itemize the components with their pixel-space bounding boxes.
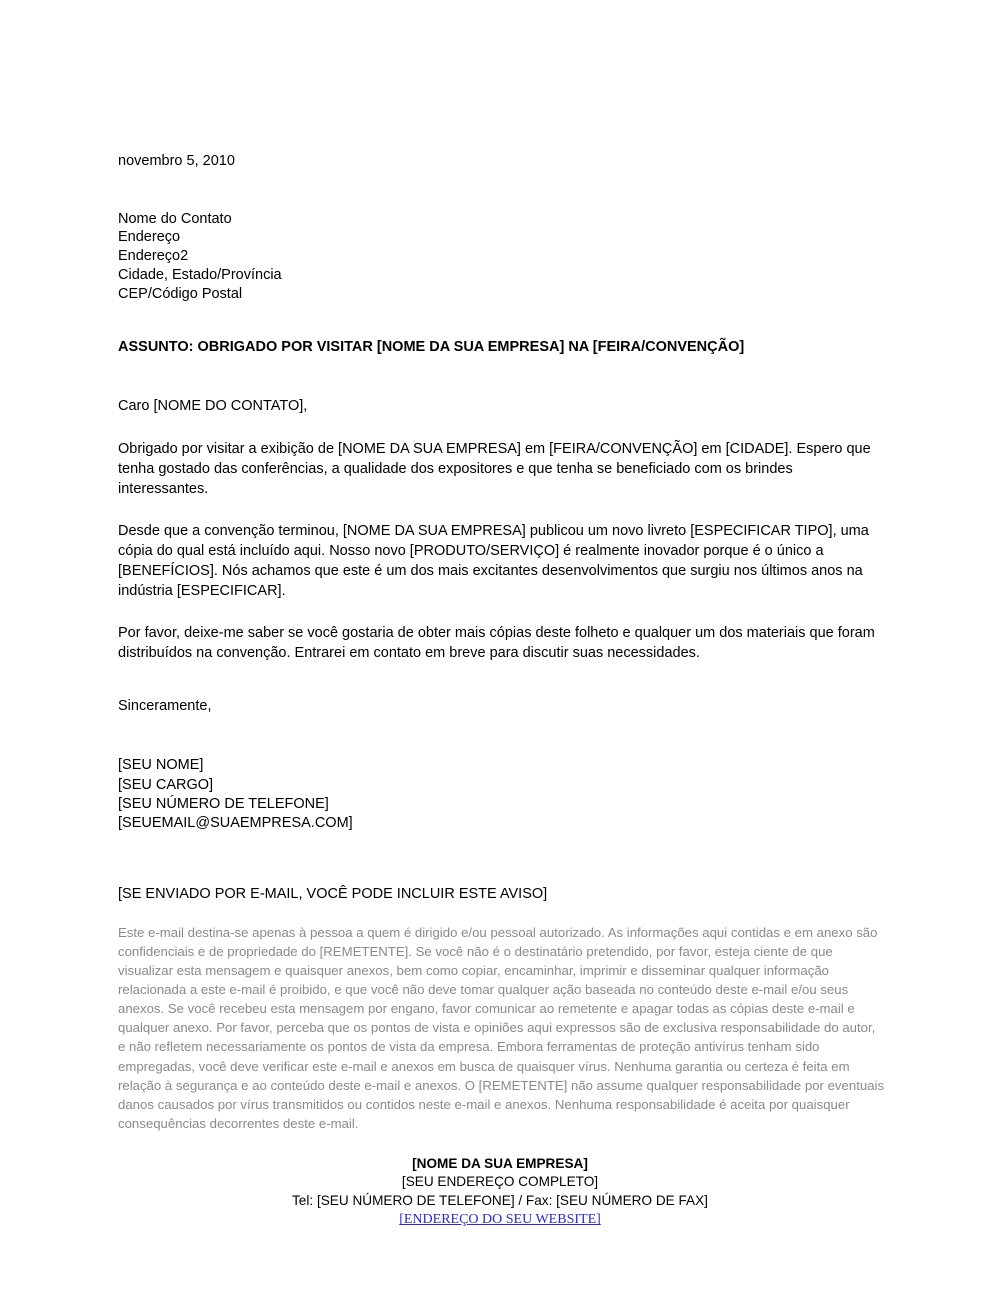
signature-phone: [SEU NÚMERO DE TELEFONE]: [118, 795, 329, 812]
body-paragraph-1: Obrigado por visitar a exibição de [NOME DA SUA EMPRESA] em [FEIRA/CONVENÇÃO] em [CIDADE]. Espero que tenha gostado das conferências, a qualidade dos expositores e que tenha se beneficiado com os brindes interessantes.: [118, 440, 871, 497]
footer-contact: Tel: [SEU NÚMERO DE TELEFONE] / Fax: [SEU NÚMERO DE FAX]: [292, 1192, 708, 1208]
address-line-3: Endereço2: [118, 248, 189, 265]
signature-email: [SEUEMAIL@SUAEMPRESA.COM]: [118, 814, 353, 831]
closing: Sinceramente,: [118, 697, 212, 714]
address-line-4: Cidade, Estado/Província: [118, 267, 282, 284]
salutation: Caro [NOME DO CONTATO],: [118, 398, 308, 415]
body-paragraph-3: Por favor, deixe-me saber se você gostaria de obter mais cópias deste folheto e qualquer um dos materiais que foram distribuídos na convenção. Entrarei em contato em breve para discutir suas necessidades.: [118, 624, 875, 661]
signature-block: [118, 756, 886, 833]
address-line-2: Endereço: [118, 229, 181, 246]
footer-website-link[interactable]: [ENDEREÇO DO SEU WEBSITE]: [399, 1212, 601, 1228]
recipient-address: [118, 210, 886, 304]
address-line-5: CEP/Código Postal: [118, 285, 243, 302]
disclaimer-text: Este e-mail destina-se apenas à pessoa a quem é dirigido e/ou pessoal autorizado. As informações aqui contidas e em anexo são confidenciais e de propriedade do [REMETENTE]. Se você não é o destinatário pretendido, por favor, esteja ciente de que visualizar esta mensagem e quaisquer anexos, bem como copiar, encaminhar, imprimir e disseminar qualquer informação relacionada a este e-mail é proibido, e que você não deve tomar qualquer ação baseada no conteúdo deste e-mail e/ou seus anexos. Se você recebeu esta mensagem por engano, favor comunicar ao remetente e apagar todas as cópias deste e-mail e qualquer anexo. Por favor, perceba que os pontos de vista e opiniões aqui expressos são de exclusiva responsabilidade do autor, e não refletem necessariamente os pontos de vista da empresa. Embora ferramentas de proteção antivírus tenham sido empregadas, você deve verificar este e-mail e anexos em busca de quaisquer vírus. Nenhuma garantia ou certeza é feita em relação à segurança e ao conteúdo deste e-mail e anexos. O [REMETENTE] não assume qualquer responsabilidade por eventuais danos causados por vírus transmitidos ou contidos neste e-mail e anexos. Nenhuma responsabilidade é aceita por quaisquer consequências decorrentes deste e-mail.: [118, 924, 885, 1131]
footer-address: [SEU ENDEREÇO COMPLETO]: [401, 1174, 599, 1190]
subject-line: ASSUNTO: OBRIGADO POR VISITAR [NOME DA SUA EMPRESA] NA [FEIRA/CONVENÇÃO]: [118, 338, 745, 355]
footer-company-name: [NOME DA SUA EMPRESA]: [412, 1156, 588, 1171]
letter-date: novembro 5, 2010: [118, 153, 235, 169]
letter-footer: [0, 1155, 1000, 1229]
signature-name: [SEU NOME]: [118, 757, 204, 774]
address-line-1: Nome do Contato: [118, 210, 232, 227]
signature-title: [SEU CARGO]: [118, 776, 214, 793]
notice-heading: [SE ENVIADO POR E-MAIL, VOCÊ PODE INCLUIR ESTE AVISO]: [118, 885, 548, 902]
body-paragraph-2: Desde que a convenção terminou, [NOME DA SUA EMPRESA] publicou um novo livreto [ESPECIFICAR TIPO], uma cópia do qual está incluído aqui. Nosso novo [PRODUTO/SERVIÇO] é realmente inovador porque é o único a [BENEFÍCIOS]. Nós achamos que este é um dos mais excitantes desenvolvimentos que surgiu nos últimos anos na indústria [ESPECIFICAR].: [118, 522, 869, 599]
letter-body: [118, 152, 886, 1133]
